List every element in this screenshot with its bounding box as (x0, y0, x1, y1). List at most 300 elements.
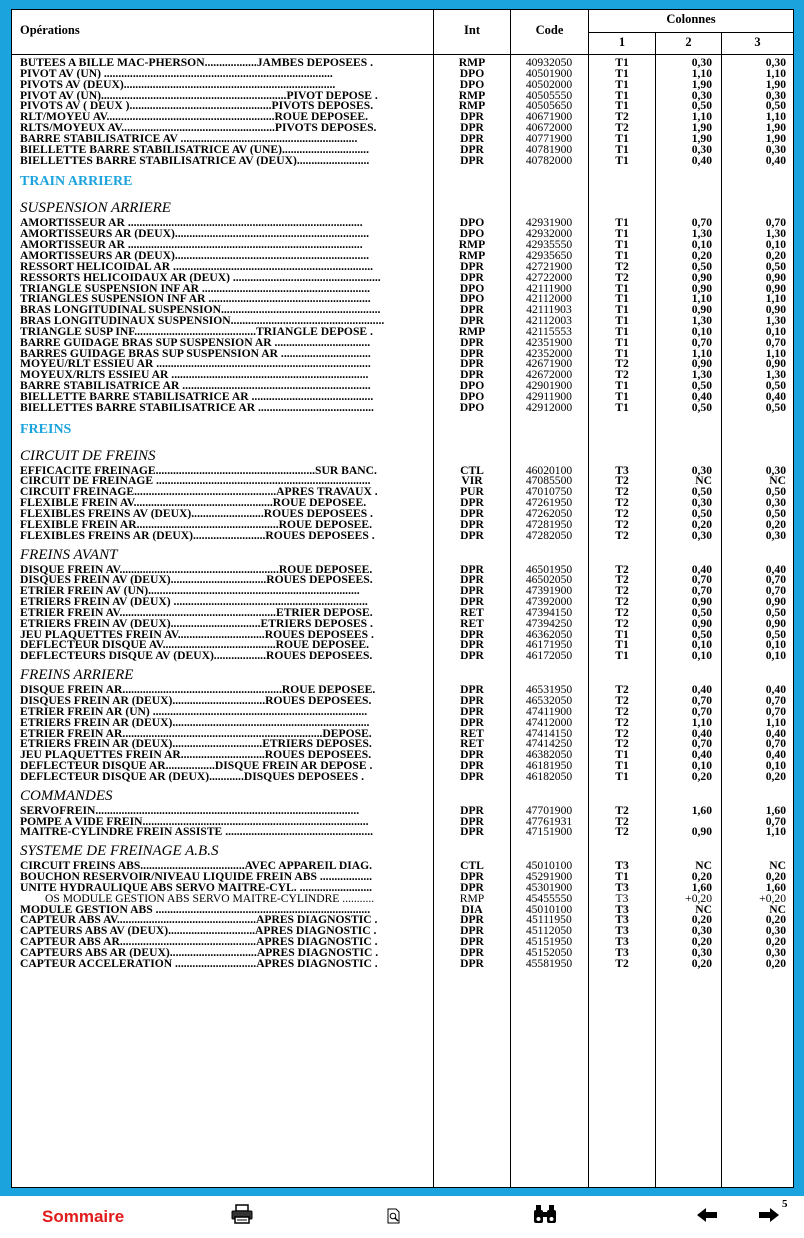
table-row (12, 359, 793, 370)
column3-cell: NC (769, 904, 786, 916)
column1-cell: T2 (615, 695, 629, 707)
column1-cell: T1 (615, 218, 629, 230)
column2-cell: 1,10 (691, 68, 712, 80)
operation-cell: UNITE HYDRAULIQUE ABS SERVO MAITRE-CYL. ......................... (20, 882, 373, 894)
column1-cell: T1 (615, 90, 629, 102)
column1-cell: T3 (615, 893, 629, 905)
code-cell: 45581950 (525, 958, 573, 970)
column2-cell: 0,30 (691, 498, 712, 509)
column2-cell: 0,40 (691, 564, 712, 576)
operation-cell: BRAS LONGITUDINAL SUSPENSION....................................................... (20, 305, 381, 317)
column3-cell: 0,70 (765, 706, 786, 718)
table-row (12, 619, 793, 630)
column1-cell: T1 (615, 326, 629, 338)
int-cell: DPR (460, 348, 484, 360)
column1-cell: T2 (615, 498, 629, 509)
code-cell: 40502000 (525, 79, 573, 91)
code-cell: 42111900 (526, 283, 572, 295)
page-number: 5 (782, 1198, 788, 1210)
code-cell: 42911900 (526, 391, 572, 403)
column3-cell: 0,90 (765, 283, 786, 295)
code-cell: 45112050 (526, 926, 572, 938)
table-row (12, 651, 793, 662)
column1-cell: T1 (615, 133, 629, 145)
int-cell: DPR (460, 305, 484, 317)
operation-cell: POMPE A VIDE FREIN.............................................................................. (20, 816, 369, 828)
column1-cell: T3 (615, 904, 629, 916)
table-row (12, 134, 793, 145)
int-cell: DPO (459, 391, 485, 403)
column1-cell: T1 (615, 68, 629, 80)
column2-cell: 0,10 (691, 761, 712, 772)
column1-cell: T1 (615, 761, 629, 772)
column1-cell: T1 (615, 337, 629, 349)
column2-cell: 0,40 (691, 685, 712, 696)
column2-cell: 1,10 (691, 294, 712, 306)
column3-cell: 0,90 (765, 618, 786, 630)
column1-cell: T1 (615, 58, 629, 69)
column2-cell: 0,20 (691, 937, 712, 948)
int-cell: DPO (459, 68, 485, 80)
int-cell: DPR (460, 316, 484, 327)
column1-cell: T2 (615, 717, 629, 729)
code-cell: 46020100 (525, 465, 573, 477)
table-row (12, 145, 793, 156)
column1-cell: T1 (615, 316, 629, 327)
table-row (12, 251, 793, 262)
column3-cell: 0,40 (765, 750, 786, 762)
table-row (12, 806, 793, 817)
table-row (12, 69, 793, 80)
column2-cell: 0,90 (691, 597, 712, 608)
table-row (12, 685, 793, 696)
table-row (12, 608, 793, 619)
column3-cell: 0,30 (765, 144, 786, 156)
arrow-left-icon[interactable] (696, 1207, 718, 1228)
header-col-2: 2 (685, 35, 692, 49)
table-row (12, 316, 793, 327)
column1-cell: T1 (615, 381, 629, 392)
operation-cell: PIVOTS AV (DEUX)......................................................................... (20, 79, 336, 91)
int-cell: DPO (459, 283, 485, 295)
operation-cell: TRIANGLE SUSP INF..........................................TRIANGLE DEPOSE . (20, 326, 373, 338)
column2-cell: 1,90 (691, 123, 712, 134)
int-cell: DPR (460, 872, 484, 883)
table-row (12, 729, 793, 740)
int-cell: RMP (458, 90, 486, 102)
column3-cell: 0,90 (765, 305, 786, 317)
column1-cell: T2 (615, 958, 629, 970)
arrow-right-icon[interactable] (758, 1207, 780, 1228)
column3-cell: 1,30 (765, 370, 786, 382)
table-row (12, 101, 793, 112)
code-cell: 45111950 (526, 915, 572, 927)
operation-cell: EFFICACITE FREINAGE.......................................................SUR BANC. (20, 465, 377, 477)
column3-cell: 0,50 (765, 402, 786, 414)
column3-cell: 0,50 (765, 381, 786, 392)
table-row (12, 349, 793, 360)
operation-cell: AMORTISSEUR AR ................................................................................. (20, 218, 363, 230)
subsection-heading: CIRCUIT DE FREINS (20, 447, 156, 464)
code-cell: 47392000 (525, 597, 573, 608)
column2-cell: 1,10 (691, 112, 712, 124)
column3-cell: NC (769, 476, 786, 488)
column3-cell: 0,20 (765, 519, 786, 531)
column2-cell: 0,50 (691, 381, 712, 392)
operation-cell: DISQUE FREIN AR.......................................................ROUE DEPOSEE. (20, 685, 376, 696)
code-cell: 42935650 (525, 250, 573, 262)
column3-cell: 0,70 (765, 816, 786, 828)
operation-cell: RESSORT HELICOIDAL AR ..................................................................... (20, 261, 374, 273)
operation-cell: FLEXIBLES FREINS AR (DEUX).........................ROUES DEPOSEES . (20, 530, 375, 542)
table-row (12, 937, 793, 948)
column1-cell: T2 (615, 530, 629, 542)
operation-cell: BRAS LONGITUDINAUX SUSPENSION..................................................... (20, 316, 385, 327)
column2-cell: 0,20 (691, 958, 712, 970)
column2-cell: 0,10 (691, 640, 712, 652)
table-row (12, 58, 793, 69)
code-cell: 40771900 (525, 133, 573, 145)
table-row (12, 761, 793, 772)
column2-cell: 0,70 (691, 586, 712, 598)
int-cell: DPR (460, 337, 484, 349)
int-cell: DPR (460, 370, 484, 382)
column2-cell: 1,30 (691, 370, 712, 382)
int-cell: RET (460, 607, 484, 619)
column1-cell: T1 (615, 348, 629, 360)
column2-cell: 0,90 (691, 618, 712, 630)
table-row (12, 487, 793, 498)
column2-cell: 0,90 (691, 305, 712, 317)
operation-cell: ETRIERS FREIN AR (DEUX)...............................ETRIERS DEPOSES. (20, 739, 372, 751)
column3-cell: 0,10 (765, 761, 786, 772)
table-row (12, 531, 793, 542)
int-cell: DPR (460, 629, 484, 641)
search-page-icon[interactable] (386, 1208, 402, 1229)
column2-cell: 0,40 (691, 750, 712, 762)
operation-cell: AMORTISSEURS AR (DEUX)................................................................... (20, 250, 370, 262)
column2-cell: 0,40 (691, 391, 712, 403)
code-cell: 46182050 (525, 771, 573, 783)
printer-icon[interactable] (231, 1204, 253, 1229)
int-cell: DPR (460, 530, 484, 542)
int-cell: DPR (460, 706, 484, 718)
operation-cell: FLEXIBLE FREIN AV................................................ROUE DEPOSEE. (20, 498, 367, 509)
int-cell: DPR (460, 651, 484, 663)
operation-cell: DISQUE FREIN AV.......................................................ROUE DEPOSEE. (20, 564, 373, 576)
column1-cell: T2 (615, 261, 629, 273)
column1-cell: T1 (615, 629, 629, 641)
column3-cell: 0,50 (765, 487, 786, 499)
header-code: Code (535, 23, 564, 37)
code-cell: 47412000 (525, 717, 573, 729)
column2-cell: 0,30 (691, 90, 712, 102)
operation-cell: BARRE STABILISATRICE AR ................................................................. (20, 381, 371, 392)
code-cell: 47414250 (525, 739, 573, 751)
column1-cell: T1 (615, 229, 629, 241)
table-row (12, 370, 793, 381)
column3-cell: 1,10 (765, 112, 786, 124)
column3-cell: 1,60 (765, 805, 786, 817)
operation-cell: FLEXIBLE FREIN AR.................................................ROUE DEPOSEE. (20, 519, 373, 531)
code-cell: 42352000 (525, 348, 573, 360)
subsection-heading: FREINS AVANT (20, 546, 118, 563)
operation-cell: PIVOT AV (UN) ............................................................................... (20, 68, 333, 80)
int-cell: CTL (460, 465, 484, 477)
int-cell: DPR (460, 827, 484, 839)
column1-cell: T1 (615, 391, 629, 403)
code-cell: 46382050 (525, 750, 573, 762)
int-cell: DPR (460, 498, 484, 509)
column1-cell: T2 (615, 586, 629, 598)
table-row (12, 739, 793, 750)
int-cell: DPR (460, 948, 484, 959)
table-row (12, 112, 793, 123)
code-cell: 46532050 (525, 695, 573, 707)
code-cell: 42912000 (525, 402, 573, 414)
column3-cell: 0,70 (765, 337, 786, 349)
operation-cell: CIRCUIT FREINS ABS....................................AVEC APPAREIL DIAG. (20, 861, 373, 873)
table-row (12, 156, 793, 167)
int-cell: DPR (460, 123, 484, 134)
int-cell: DPR (460, 112, 484, 124)
int-cell: RMP (458, 326, 486, 338)
column3-cell: 0,10 (765, 326, 786, 338)
operation-cell: MAITRE-CYLINDRE FREIN ASSISTE ................................................... (20, 827, 374, 839)
code-cell: 47411900 (526, 706, 572, 718)
code-cell: 45010100 (525, 861, 573, 873)
operation-cell: TRIANGLES SUSPENSION INF AR ........................................................ (20, 294, 371, 306)
section-heading: TRAIN ARRIERE (20, 174, 133, 190)
column2-cell: 0,20 (691, 250, 712, 262)
column1-cell: T2 (615, 564, 629, 576)
table-row (12, 229, 793, 240)
table-row (12, 327, 793, 338)
operation-cell: MODULE GESTION ABS .......................................................................... (20, 904, 371, 916)
code-cell: 45455550 (525, 893, 573, 905)
column1-cell: T2 (615, 618, 629, 630)
column3-cell: 0,50 (765, 607, 786, 619)
code-cell: 42115553 (526, 326, 572, 338)
table-header (12, 10, 793, 55)
column2-cell: 0,70 (691, 575, 712, 587)
column2-cell: 0,30 (691, 144, 712, 156)
operation-cell: DEFLECTEUR DISQUE AR (DEUX)............DISQUES DEPOSEES . (20, 771, 365, 783)
column1-cell: T2 (615, 597, 629, 608)
code-cell: 45151950 (525, 937, 573, 948)
int-cell: DPR (460, 937, 484, 948)
table-row (12, 403, 793, 414)
code-cell: 47085500 (525, 476, 573, 488)
column1-cell: T1 (615, 250, 629, 262)
operation-cell: RLT/MOYEU AV..........................................................ROUE DEPOSEE. (20, 112, 368, 124)
table-row (12, 498, 793, 509)
operation-cell: BARRE GUIDAGE BRAS SUP SUSPENSION AR ................................. (20, 337, 371, 349)
column2-cell: 0,20 (691, 771, 712, 783)
header-int: Int (464, 23, 480, 37)
column1-cell: T1 (615, 750, 629, 762)
table-row (12, 273, 793, 284)
column3-cell: 0,50 (765, 261, 786, 273)
operation-cell: FLEXIBLES FREINS AV (DEUX).........................ROUES DEPOSEES . (20, 509, 373, 520)
int-cell: DPO (459, 229, 485, 241)
column3-cell: 0,70 (765, 739, 786, 751)
operation-cell: CAPTEUR ABS AR...............................................APRES DIAGNOSTIC . (20, 937, 378, 948)
operation-cell: CAPTEURS ABS AV (DEUX)..............................APRES DIAGNOSTIC . (20, 926, 377, 938)
code-cell: 42932000 (525, 229, 573, 241)
sommaire-link[interactable]: Sommaire (42, 1207, 125, 1226)
column3-cell: 0,40 (765, 155, 786, 167)
column2-cell: 0,70 (691, 739, 712, 751)
table-row (12, 817, 793, 828)
column1-cell: T1 (615, 771, 629, 783)
operation-cell: CIRCUIT DE FREINAGE .......................................................................... (20, 476, 371, 488)
code-cell: 42112000 (526, 294, 572, 306)
column3-cell: 0,50 (765, 509, 786, 520)
operation-cell: DEFLECTEUR DISQUE AR.................DISQUE FREIN AR DEPOSE . (20, 761, 373, 772)
column1-cell: T2 (615, 739, 629, 751)
column3-cell: 0,30 (765, 58, 786, 69)
table-row (12, 575, 793, 586)
int-cell: DPO (459, 79, 485, 91)
column3-cell: 0,40 (765, 391, 786, 403)
header-col-1: 1 (618, 35, 626, 49)
table-row (12, 718, 793, 729)
int-cell: DPR (460, 261, 484, 273)
column1-cell: T2 (615, 487, 629, 499)
column1-cell: T1 (615, 240, 629, 251)
code-cell: 47282050 (525, 530, 573, 542)
int-cell: RMP (458, 101, 486, 113)
table-row (12, 905, 793, 916)
operation-cell: PIVOT AV (UN)................................................................PIVOT DEPOSE . (20, 90, 378, 102)
column3-cell: 0,20 (765, 771, 786, 783)
operation-cell: JEU PLAQUETTES FREIN AR.............................ROUES DEPOSEES. (20, 750, 372, 762)
table-row (12, 915, 793, 926)
footer-nav (0, 1196, 804, 1238)
column1-cell: T1 (615, 155, 629, 167)
int-cell: DPR (460, 519, 484, 531)
column2-cell: 0,90 (691, 272, 712, 284)
column2-cell: 0,50 (691, 402, 712, 414)
operation-cell: ETRIER FREIN AR.....................................................................DEPOSE. (20, 728, 372, 740)
operation-cell: OS MODULE GESTION ABS SERVO MAITRE-CYLINDRE ........... (45, 893, 375, 905)
column1-cell: T3 (615, 465, 629, 477)
column2-cell: 0,40 (691, 155, 712, 167)
int-cell: DPR (460, 586, 484, 598)
int-cell: DPR (460, 597, 484, 608)
int-cell: DPR (460, 926, 484, 938)
int-cell: DPR (460, 695, 484, 707)
column3-cell: 0,10 (765, 240, 786, 251)
code-cell: 47414150 (525, 728, 573, 740)
operation-cell: CAPTEURS ABS AR (DEUX)..............................APRES DIAGNOSTIC . (20, 948, 379, 959)
binoculars-icon[interactable] (532, 1204, 558, 1229)
operation-cell: BIELLETTES BARRE STABILISATRICE AR ........................................ (20, 402, 374, 414)
table-row (12, 91, 793, 102)
column3-cell: 1,60 (765, 882, 786, 894)
table-row (12, 80, 793, 91)
table-row (12, 750, 793, 761)
column2-cell: 1,10 (691, 717, 712, 729)
code-cell: 47394250 (525, 618, 573, 630)
column1-cell: T3 (615, 915, 629, 927)
column2-cell: 0,30 (691, 465, 712, 477)
int-cell: DPR (460, 640, 484, 652)
column3-cell: 0,20 (765, 872, 786, 883)
column2-cell: 0,50 (691, 629, 712, 641)
column1-cell: T3 (615, 948, 629, 959)
operation-cell: ETRIERS FREIN AV (DEUX) ................................................................... (20, 597, 368, 608)
column2-cell: 0,30 (691, 58, 712, 69)
column2-cell: 1,90 (691, 79, 712, 91)
column2-cell: +0,20 (685, 893, 712, 905)
header-colonnes: Colonnes (666, 12, 716, 26)
column1-cell: T2 (615, 816, 629, 828)
operation-cell: DISQUES FREIN AR (DEUX)................................ROUES DEPOSEES. (20, 695, 372, 707)
operation-cell: BARRES GUIDAGE BRAS SUP SUSPENSION AR ............................... (20, 348, 371, 360)
column2-cell: NC (695, 476, 712, 488)
code-cell: 42672000 (525, 370, 573, 382)
operation-cell: CIRCUIT FREINAGE.................................................APRES TRAVAUX . (20, 487, 378, 499)
column2-cell: 0,90 (691, 283, 712, 295)
column1-cell: T1 (615, 305, 629, 317)
int-cell: VIR (461, 476, 483, 488)
code-cell: 42931900 (525, 218, 573, 230)
column2-cell: 0,70 (691, 706, 712, 718)
table-row (12, 959, 793, 970)
column2-cell: 1,60 (691, 882, 712, 894)
column2-cell: 0,10 (691, 240, 712, 251)
column1-cell: T1 (615, 640, 629, 652)
column3-cell: 0,50 (765, 629, 786, 641)
column3-cell: 0,40 (765, 685, 786, 696)
code-cell: 47261950 (525, 498, 573, 509)
column3-cell: 0,40 (765, 728, 786, 740)
column1-cell: T1 (615, 872, 629, 883)
operation-cell: ETRIER FREIN AV......................................................ETRIER DEPOSE. (20, 607, 373, 619)
code-cell: 45010100 (525, 904, 573, 916)
column3-cell: 0,90 (765, 597, 786, 608)
column3-cell: 1,30 (765, 316, 786, 327)
operation-cell: DISQUES FREIN AV (DEUX).................................ROUES DEPOSEES. (20, 575, 373, 587)
operation-cell: BIELLETTE BARRE STABILISATRICE AR .......................................... (20, 391, 374, 403)
code-cell: 46502050 (525, 575, 573, 587)
column2-cell: 0,90 (691, 359, 712, 371)
table-row (12, 597, 793, 608)
table-row (12, 707, 793, 718)
int-cell: DPR (460, 816, 484, 828)
code-cell: 47281950 (525, 519, 573, 531)
operation-cell: BIELLETTE BARRE STABILISATRICE AV (UNE).............................. (20, 144, 369, 156)
table-row (12, 392, 793, 403)
column2-cell: 1,60 (691, 805, 712, 817)
table-row (12, 509, 793, 520)
code-cell: 40505550 (525, 90, 573, 102)
column1-cell: T2 (615, 519, 629, 531)
code-cell: 47701900 (525, 805, 573, 817)
column1-cell: T2 (615, 575, 629, 587)
column1-cell: T1 (615, 101, 629, 113)
code-cell: 42722000 (525, 272, 573, 284)
table-row (12, 476, 793, 487)
header-operations: Opérations (20, 23, 80, 37)
column1-cell: T2 (615, 359, 629, 371)
code-cell: 47394150 (525, 607, 573, 619)
column3-cell: 0,70 (765, 575, 786, 587)
operation-cell: CAPTEUR ABS AV................................................APRES DIAGNOSTIC . (20, 915, 378, 927)
operation-cell: BARRE STABILISATRICE AV ............................................................. (20, 133, 358, 145)
